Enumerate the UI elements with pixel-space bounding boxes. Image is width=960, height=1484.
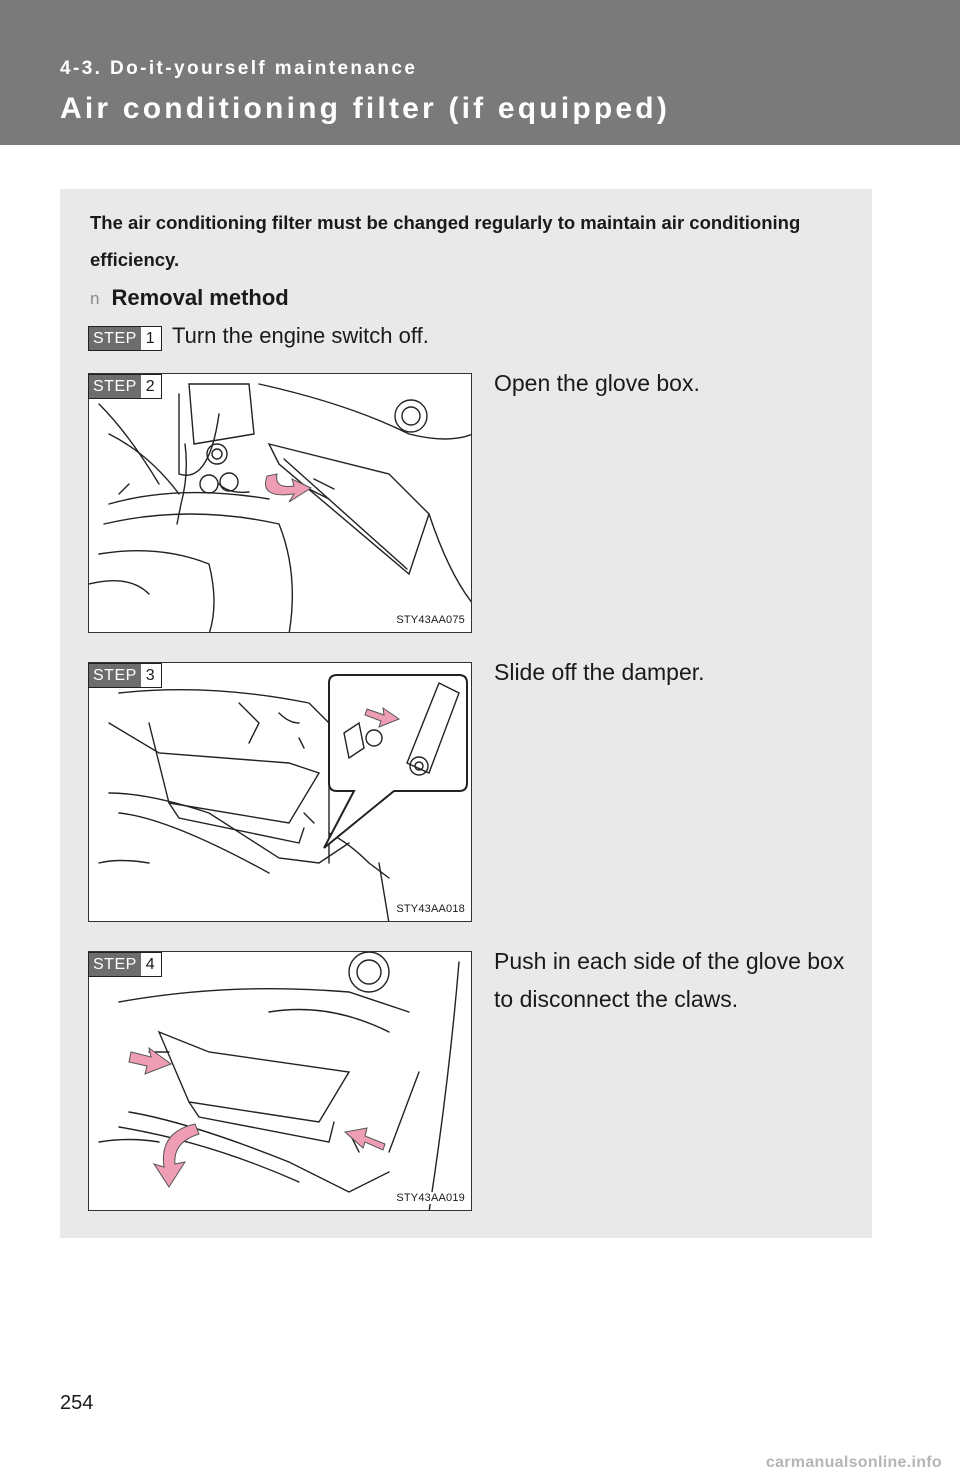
step-4-illustration bbox=[88, 951, 472, 1211]
figure-code: STY43AA018 bbox=[396, 903, 465, 915]
step-1-text: Turn the engine switch off. bbox=[172, 323, 429, 348]
step-1-badge bbox=[88, 326, 162, 351]
step-4-badge bbox=[88, 952, 162, 977]
section-heading bbox=[90, 285, 289, 311]
step-number: 3 bbox=[145, 667, 155, 684]
step-number: 4 bbox=[145, 956, 155, 973]
step-2-text: Open the glove box. bbox=[494, 370, 700, 396]
step-2-badge bbox=[88, 374, 162, 399]
glove-box-claws-illustration bbox=[89, 952, 472, 1211]
damper-illustration bbox=[89, 663, 472, 922]
intro-text: The air conditioning filter must be changed regularly to maintain air conditioning efficiency. bbox=[90, 212, 801, 270]
step-3-badge bbox=[88, 663, 162, 688]
step-number: 1 bbox=[145, 330, 155, 347]
step-word: STEP bbox=[89, 664, 141, 687]
watermark: carmanualsonline.info bbox=[765, 1454, 942, 1471]
page-number: 254 bbox=[60, 1392, 94, 1414]
page-title: Air conditioning filter (if equipped) bbox=[60, 92, 671, 125]
figure-code: STY43AA075 bbox=[396, 614, 465, 626]
step-3-illustration bbox=[88, 662, 472, 922]
step-word: STEP bbox=[89, 375, 141, 398]
step-word: STEP bbox=[89, 953, 141, 976]
section-label: 4-3. Do-it-yourself maintenance bbox=[60, 58, 418, 79]
step-number: 2 bbox=[145, 378, 155, 395]
figure-code: STY43AA019 bbox=[396, 1192, 465, 1204]
glove-box-open-illustration bbox=[89, 374, 472, 633]
step-word: STEP bbox=[89, 327, 141, 350]
step-2-illustration bbox=[88, 373, 472, 633]
step-3-text: Slide off the damper. bbox=[494, 659, 705, 685]
step-4-text: Push in each side of the glove box to disconnect the claws. bbox=[494, 948, 845, 1012]
section-heading-text: Removal method bbox=[111, 285, 289, 310]
header-band bbox=[0, 0, 960, 145]
bullet-icon: n bbox=[90, 289, 100, 308]
